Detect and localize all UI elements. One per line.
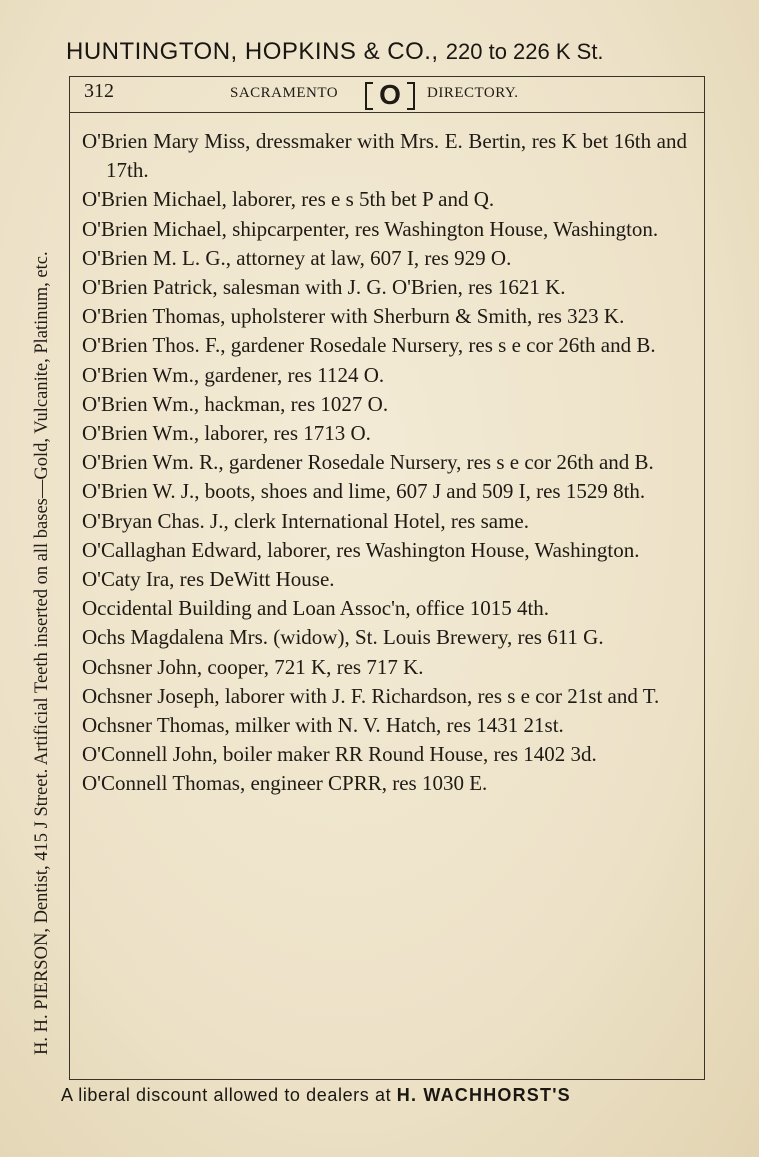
directory-entry: O'Bryan Chas. J., clerk International Hotel, res same. [82, 508, 529, 533]
running-title-left: SACRAMENTO [230, 85, 339, 101]
bottom-ad-text: A liberal discount allowed to dealers at [61, 1085, 392, 1105]
directory-entry: Ochsner Joseph, laborer with J. F. Richardson, res s e cor 21st and T. [82, 683, 660, 708]
directory-entry: O'Brien Wm., hackman, res 1027 O. [82, 391, 389, 416]
directory-entry: Ochsner John, cooper, 721 K, res 717 K. [82, 654, 424, 679]
directory-entry: O'Brien W. J., boots, shoes and lime, 607 J and 509 I, res 1529 8th. [82, 479, 646, 504]
directory-entry: O'Brien Wm., laborer, res 1713 O. [82, 421, 371, 446]
directory-entry: O'Brien Thos. F., gardener Rosedale Nursery, res s e cor 26th and B. [82, 333, 656, 358]
directory-entry: O'Brien Michael, laborer, res e s 5th bet P and Q. [82, 187, 495, 212]
page-number: 312 [84, 80, 114, 102]
directory-entry: Ochsner Thomas, milker with N. V. Hatch, res 1431 21st. [82, 713, 564, 738]
top-ad-address: 220 to 226 K St. [445, 39, 604, 64]
directory-entries [82, 127, 687, 799]
directory-entry: O'Connell John, boiler maker RR Round House, res 1402 3d. [82, 742, 597, 767]
bottom-advertisement [61, 1085, 571, 1106]
side-advertisement: H. H. PIERSON, Dentist, 415 J Street. Artificial Teeth inserted on all bases—Gold, Vulcanite, Platinum, etc. [32, 251, 52, 1055]
directory-entry: O'Brien Wm. R., gardener Rosedale Nursery, res s e cor 26th and B. [82, 450, 654, 475]
directory-entry: O'Brien Mary Miss, dressmaker with Mrs. E. Bertin, res K bet 16th and 17th. [82, 129, 687, 183]
directory-entry: O'Brien Michael, shipcarpenter, res Washington House, Washington. [82, 216, 659, 241]
running-title-right: DIRECTORY. [427, 85, 519, 101]
directory-entry: O'Brien Thomas, upholsterer with Sherburn & Smith, res 323 K. [82, 304, 625, 329]
section-letter: O [363, 80, 417, 110]
bottom-ad-brand: H. WACHHORST'S [396, 1085, 571, 1105]
directory-entry: O'Brien Wm., gardener, res 1124 O. [82, 362, 385, 387]
directory-entry: Ochs Magdalena Mrs. (widow), St. Louis Brewery, res 611 G. [82, 625, 604, 650]
directory-entry: O'Brien Patrick, salesman with J. G. O'Brien, res 1621 K. [82, 275, 566, 300]
directory-entry: O'Connell Thomas, engineer CPRR, res 1030 E. [82, 771, 488, 796]
top-ad-firm: HUNTINGTON, HOPKINS & CO., [66, 38, 439, 65]
directory-entry: O'Brien M. L. G., attorney at law, 607 I, res 929 O. [82, 245, 512, 270]
directory-entry: O'Callaghan Edward, laborer, res Washington House, Washington. [82, 537, 640, 562]
directory-entry: O'Caty Ira, res DeWitt House. [82, 567, 335, 592]
directory-entry: Occidental Building and Loan Assoc'n, office 1015 4th. [82, 596, 550, 621]
top-advertisement [66, 38, 716, 66]
